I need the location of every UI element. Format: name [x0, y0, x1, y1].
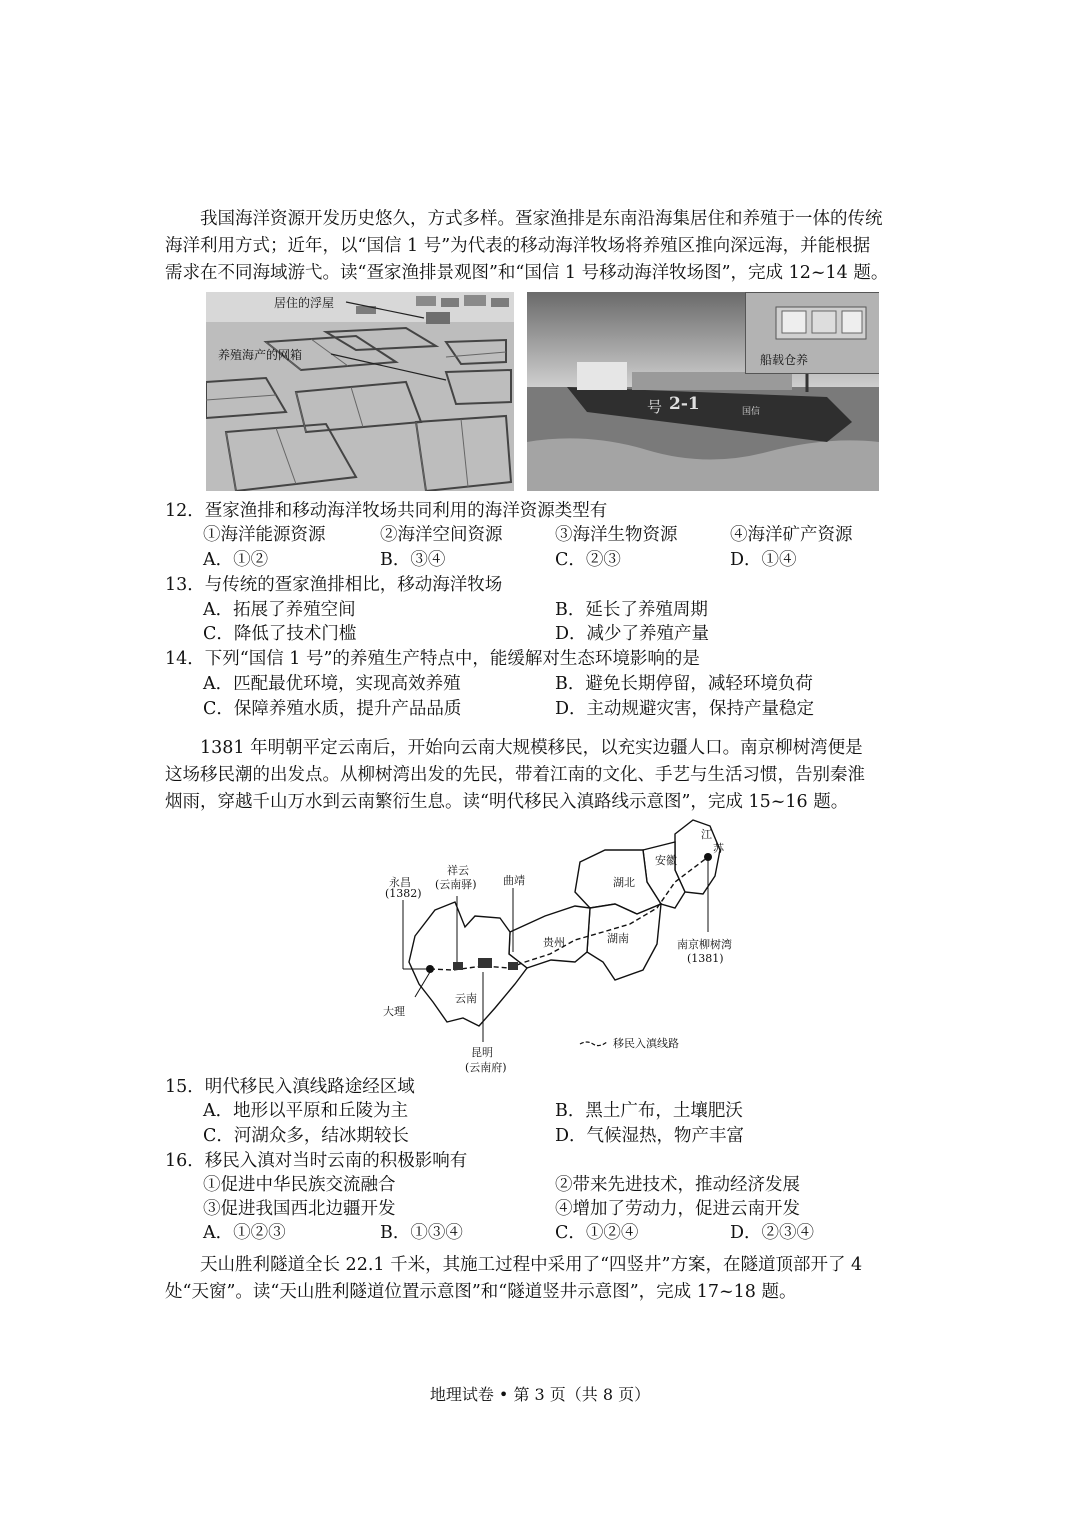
intro2-line-3: 烟雨，穿越千山万水到云南繁衍生息。读“明代移民入滇路线示意图”，完成 15~16 题。 — [165, 792, 849, 812]
q12-item-4: ④海洋矿产资源 — [730, 525, 853, 545]
label-yunnan: 云南 — [455, 992, 477, 1005]
qujing-pavilion-icon — [508, 962, 518, 970]
onboard-tank-inset — [745, 292, 879, 374]
label-kunming: 昆明 — [471, 1046, 493, 1059]
xiangyun-pavilion-icon — [453, 962, 463, 970]
label-dali: 大理 — [383, 1005, 405, 1018]
label-hubei: 湖北 — [613, 876, 635, 889]
q15-option-b[interactable]: B．黑土广布，土壤肥沃 — [555, 1101, 743, 1121]
q13-option-a[interactable]: A．拓展了养殖空间 — [203, 600, 356, 620]
q14-option-d[interactable]: D．主动规避灾害，保持产量稳定 — [555, 699, 815, 719]
intro2-line-1: 1381 年明朝平定云南后，开始向云南大规模移民，以充实边疆人口。南京柳树湾便是 — [200, 738, 863, 758]
q14-option-a[interactable]: A．匹配最优环境，实现高效养殖 — [203, 674, 461, 694]
q13-option-b[interactable]: B．延长了养殖周期 — [555, 600, 708, 620]
intro3-line-1: 天山胜利隧道全长 22.1 千米，其施工过程中采用了“四竖井”方案，在隧道顶部开了 4 — [200, 1255, 863, 1275]
label-floating-house: 居住的浮屋 — [274, 296, 335, 310]
intro3-line-2: 处“天窗”。读“天山胜利隧道位置示意图”和“隧道竖井示意图”，完成 17~18 题。 — [165, 1282, 797, 1302]
q16-item-1: ①促进中华民族交流融合 — [203, 1175, 396, 1195]
label-guizhou: 贵州 — [543, 936, 565, 949]
fish-raft-illustration — [206, 292, 514, 491]
label-yongchang: 永昌 — [389, 876, 411, 889]
label-yongchang-year: (1382) — [385, 887, 422, 900]
label-qujing: 曲靖 — [503, 874, 525, 887]
q16-item-3: ③促进我国西北边疆开发 — [203, 1199, 396, 1219]
label-net-cage: 养殖海产的网箱 — [218, 348, 303, 362]
q12-item-3: ③海洋生物资源 — [555, 525, 678, 545]
label-anhui: 安徽 — [655, 854, 677, 867]
q16-item-2: ②带来先进技术，推动经济发展 — [555, 1175, 800, 1195]
q14-stem: 14．下列“国信 1 号”的养殖生产特点中，能缓解对生态环境影响的是 — [165, 649, 700, 669]
ship-photo — [527, 292, 879, 491]
fish-raft-drawing — [206, 292, 514, 491]
q15-stem: 15．明代移民入滇线路途经区域 — [165, 1077, 415, 1097]
q12-option-c[interactable]: C．②③ — [555, 550, 621, 570]
ship-hull-number: 2-1 — [669, 394, 700, 414]
label-onboard-tank: 船载仓养 — [760, 353, 809, 367]
q14-option-c[interactable]: C．保障养殖水质，提升产品品质 — [203, 699, 462, 719]
intro-paragraph-1 — [165, 206, 923, 287]
intro-paragraph-3 — [165, 1252, 923, 1306]
intro1-line-2: 海洋利用方式；近年，以“国信 1 号”为代表的移动海洋牧场将养殖区推向深远海，并能根据 — [165, 236, 871, 256]
q12-option-d[interactable]: D．①④ — [730, 550, 797, 570]
region-jiangsu — [675, 820, 720, 894]
q16-option-a[interactable]: A．①②③ — [203, 1223, 286, 1243]
label-su: 苏 — [713, 842, 724, 855]
q16-option-b[interactable]: B．①③④ — [380, 1223, 463, 1243]
intro-paragraph-2 — [165, 735, 923, 816]
ship-hull-name: 国信 — [742, 407, 761, 417]
label-jiang: 江 — [701, 828, 712, 841]
q13-option-c[interactable]: C．降低了技术门槛 — [203, 624, 357, 644]
q16-option-c[interactable]: C．①②④ — [555, 1223, 639, 1243]
q14-option-b[interactable]: B．避免长期停留，减轻环境负荷 — [555, 674, 813, 694]
legend-route-label: 移民入滇线路 — [613, 1037, 679, 1050]
page-footer: 地理试卷 • 第 3 页（共 8 页） — [429, 1385, 651, 1404]
label-nanjing-year: (1381) — [687, 952, 724, 965]
q13-stem: 13．与传统的疍家渔排相比，移动海洋牧场 — [165, 575, 503, 595]
migration-route-map — [375, 812, 735, 1074]
q16-stem: 16．移民入滇对当时云南的积极影响有 — [165, 1151, 468, 1171]
q12-option-a[interactable]: A．①② — [203, 550, 269, 570]
label-xiangyun-sub: (云南驿) — [435, 878, 477, 891]
q12-stem: 12．疍家渔排和移动海洋牧场共同利用的海洋资源类型有 — [165, 501, 608, 521]
label-hunan: 湖南 — [607, 932, 629, 945]
q15-option-d[interactable]: D．气候湿热，物产丰富 — [555, 1126, 745, 1146]
q15-option-c[interactable]: C．河湖众多，结冰期较长 — [203, 1126, 409, 1146]
q16-option-d[interactable]: D．②③④ — [730, 1223, 815, 1243]
q12-item-1: ①海洋能源资源 — [203, 525, 326, 545]
q15-option-a[interactable]: A．地形以平原和丘陵为主 — [203, 1101, 409, 1121]
q12-option-b[interactable]: B．③④ — [380, 550, 446, 570]
ship-hull-char: 号 — [647, 398, 663, 416]
kunming-pavilion-icon — [478, 958, 492, 968]
label-kunming-sub: (云南府) — [465, 1061, 507, 1074]
intro1-line-3: 需求在不同海域游弋。读“疍家渔排景观图”和“国信 1 号移动海洋牧场图”，完成 12~14 题。 — [165, 263, 889, 283]
q16-item-4: ④增加了劳动力，促进云南开发 — [555, 1199, 800, 1219]
nanjing-point — [704, 853, 712, 861]
intro2-line-2: 这场移民潮的出发点。从柳树湾出发的先民，带着江南的文化、手艺与生活习惯，告别秦淮 — [165, 765, 865, 785]
label-nanjing: 南京柳树湾 — [677, 938, 732, 951]
label-xiangyun: 祥云 — [447, 864, 469, 877]
q12-item-2: ②海洋空间资源 — [380, 525, 503, 545]
dali-point — [426, 965, 434, 973]
q13-option-d[interactable]: D．减少了养殖产量 — [555, 624, 710, 644]
intro1-line-1: 我国海洋资源开发历史悠久，方式多样。疍家渔排是东南沿海集居住和养殖于一体的传统 — [200, 209, 883, 229]
